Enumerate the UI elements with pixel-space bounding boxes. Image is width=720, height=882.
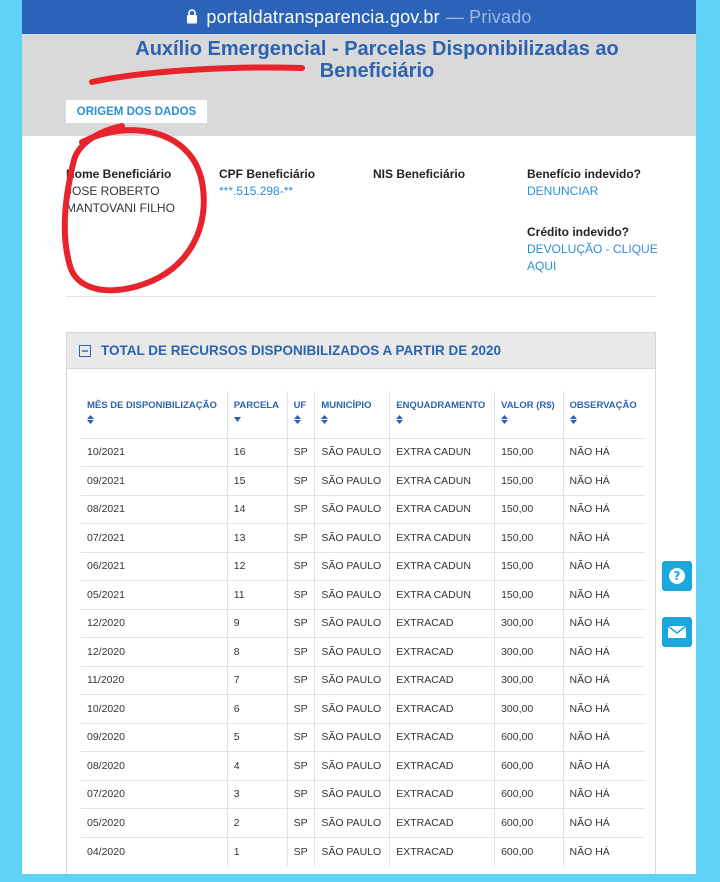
table-cell: EXTRA CADUN [390,495,495,524]
table-cell: 07/2020 [81,780,227,809]
table-cell: SÃO PAULO [315,780,390,809]
table-cell: 150,00 [495,552,563,581]
sort-desc-icon[interactable] [234,415,281,426]
table-cell: NÃO HÁ [563,695,645,724]
table-cell: NÃO HÁ [563,438,645,467]
table-cell: EXTRACAD [390,780,495,809]
table-cell: 300,00 [495,666,563,695]
installments-table [81,391,645,866]
table-cell: 8 [227,638,287,667]
contact-button[interactable] [660,614,694,650]
table-cell: EXTRA CADUN [390,581,495,610]
table-row [81,581,645,610]
report-link[interactable]: DENUNCIAR [527,184,599,198]
table-cell: NÃO HÁ [563,638,645,667]
table-cell: 150,00 [495,467,563,496]
table-cell: EXTRA CADUN [390,552,495,581]
column-header-label: MÊS DE DISPONIBILIZAÇÃO [87,400,217,411]
table-cell: SÃO PAULO [315,666,390,695]
column-header-label: UF [293,400,307,411]
column-header[interactable] [81,391,227,438]
table-header-row [81,391,645,438]
column-header[interactable] [563,391,645,438]
table-cell: 600,00 [495,752,563,781]
table-cell: EXTRACAD [390,638,495,667]
table-row [81,723,645,752]
table-cell: 2 [227,809,287,838]
refund-link[interactable] [527,241,658,275]
table-cell: SÃO PAULO [315,495,390,524]
table-cell: 10/2021 [81,438,227,467]
table-cell: SÃO PAULO [315,695,390,724]
table-cell: 300,00 [495,695,563,724]
table-cell: 600,00 [495,780,563,809]
beneficiary-cpf-value[interactable]: ***.515.298-** [219,184,294,198]
column-header-label: OBSERVAÇÃO [569,400,637,411]
table-cell: SP [287,638,315,667]
refund-link-line1: DEVOLUÇÃO - CLIQUE [527,242,658,256]
table-cell: SP [287,837,315,866]
table-cell: SÃO PAULO [315,524,390,553]
undue-credit-label: Crédito indevido? [527,225,629,239]
table-cell: EXTRACAD [390,609,495,638]
table-cell: 05/2021 [81,581,227,610]
table-row [81,837,645,866]
table-row [81,695,645,724]
table-cell: EXTRA CADUN [390,524,495,553]
sort-icon[interactable] [321,415,383,427]
url-domain: portaldatransparencia.gov.br [206,6,440,27]
table-cell: 12 [227,552,287,581]
table-cell: SP [287,467,315,496]
undue-benefit-label: Benefício indevido? [527,167,642,181]
column-header[interactable] [227,391,287,438]
table-cell: 04/2020 [81,837,227,866]
table-cell: 150,00 [495,581,563,610]
browser-url-bar[interactable] [22,0,696,34]
table-cell: 150,00 [495,438,563,467]
table-cell: SP [287,581,315,610]
table-cell: NÃO HÁ [563,495,645,524]
table-cell: SP [287,552,315,581]
lock-icon [186,9,198,24]
table-cell: SÃO PAULO [315,752,390,781]
table-cell: 300,00 [495,638,563,667]
column-header-label: PARCELA [233,400,279,411]
resources-panel [66,332,656,874]
table-cell: SÃO PAULO [315,723,390,752]
table-cell: NÃO HÁ [563,666,645,695]
svg-text:?: ? [673,569,681,583]
table-cell: EXTRACAD [390,666,495,695]
table-cell: SP [287,524,315,553]
sort-icon[interactable] [87,415,221,427]
table-cell: 15 [227,467,287,496]
table-cell: EXTRA CADUN [390,438,495,467]
table-cell: SÃO PAULO [315,467,390,496]
refund-link-line2: AQUI [527,259,557,273]
red-underline-annotation [88,64,308,88]
table-row [81,780,645,809]
table-cell: NÃO HÁ [563,780,645,809]
table-cell: SÃO PAULO [315,438,390,467]
table-cell: 14 [227,495,287,524]
mail-icon [662,617,692,647]
table-cell: 10/2020 [81,695,227,724]
table-cell: EXTRA CADUN [390,467,495,496]
sort-icon[interactable] [570,415,639,427]
column-header[interactable] [287,391,315,438]
table-cell: 12/2020 [81,638,227,667]
column-header-label: VALOR (R$) [501,400,555,411]
panel-header[interactable] [67,333,655,369]
help-button[interactable] [660,558,694,594]
beneficiary-cpf-label: CPF Beneficiário [219,167,316,181]
table-cell: SP [287,809,315,838]
column-header-label: ENQUADRAMENTO [396,400,486,411]
table-row [81,752,645,781]
table-cell: EXTRACAD [390,809,495,838]
table-cell: EXTRACAD [390,837,495,866]
table-cell: EXTRACAD [390,752,495,781]
beneficiary-nis-block [373,166,465,183]
table-row [81,438,645,467]
table-row [81,552,645,581]
table-cell: 12/2020 [81,609,227,638]
table-cell: 600,00 [495,723,563,752]
screenshot-frame [22,0,696,874]
table-cell: 5 [227,723,287,752]
table-cell: SP [287,723,315,752]
table-cell: 9 [227,609,287,638]
table-row [81,495,645,524]
table-cell: SÃO PAULO [315,638,390,667]
table-cell: NÃO HÁ [563,837,645,866]
sort-icon[interactable] [294,415,309,427]
table-cell: SP [287,780,315,809]
table-cell: 4 [227,752,287,781]
beneficiary-name-label: Nome Beneficiário [66,167,172,181]
table-cell: 150,00 [495,524,563,553]
sort-icon[interactable] [501,415,556,427]
column-header[interactable] [315,391,390,438]
table-cell: SP [287,609,315,638]
table-cell: NÃO HÁ [563,723,645,752]
section-divider [66,296,656,297]
column-header-label: MUNICÍPIO [321,400,372,411]
table-cell: SP [287,438,315,467]
table-cell: NÃO HÁ [563,552,645,581]
table-cell: 09/2021 [81,467,227,496]
table-cell: NÃO HÁ [563,609,645,638]
private-mode-label: — Privado [445,6,532,27]
sort-icon[interactable] [396,415,488,427]
beneficiary-nis-label: NIS Beneficiário [373,167,466,181]
table-cell: 3 [227,780,287,809]
table-cell: SÃO PAULO [315,581,390,610]
table-cell: 11/2020 [81,666,227,695]
table-cell: SÃO PAULO [315,609,390,638]
table-cell: 08/2021 [81,495,227,524]
page-title-line1: Auxílio Emergencial - Parcelas Disponibilizadas ao [135,38,619,60]
table-cell: 600,00 [495,837,563,866]
table-cell: EXTRACAD [390,723,495,752]
table-cell: SÃO PAULO [315,552,390,581]
table-cell: 08/2020 [81,752,227,781]
table-cell: SP [287,666,315,695]
table-cell: 6 [227,695,287,724]
table-cell: 300,00 [495,609,563,638]
table-cell: NÃO HÁ [563,467,645,496]
table-cell: NÃO HÁ [563,809,645,838]
table-cell: EXTRACAD [390,695,495,724]
table-cell: SP [287,752,315,781]
table-cell: SÃO PAULO [315,837,390,866]
table-cell: 06/2021 [81,552,227,581]
table-cell: 07/2021 [81,524,227,553]
origin-data-button[interactable]: ORIGEM DOS DADOS [66,100,207,123]
table-cell: 7 [227,666,287,695]
table-row [81,666,645,695]
table-cell: SP [287,495,315,524]
table-cell: SP [287,695,315,724]
beneficiary-name-line2: MANTOVANI FILHO [66,201,175,215]
red-circle-annotation [42,120,212,302]
table-cell: 1 [227,837,287,866]
beneficiary-cpf-block [219,166,315,200]
table-cell: 11 [227,581,287,610]
table-cell: 09/2020 [81,723,227,752]
undue-credit-block [527,224,658,275]
table-row [81,809,645,838]
table-cell: 13 [227,524,287,553]
table-cell: 600,00 [495,809,563,838]
table-row [81,467,645,496]
beneficiary-name-line1: JOSE ROBERTO [66,184,160,198]
collapse-icon[interactable] [79,345,91,357]
table-cell: NÃO HÁ [563,581,645,610]
table-row [81,638,645,667]
table-cell: 150,00 [495,495,563,524]
table-cell: 16 [227,438,287,467]
undue-benefit-block [527,166,641,200]
panel-title: TOTAL DE RECURSOS DISPONIBILIZADOS A PARTIR DE 2020 [101,343,502,358]
column-header[interactable] [495,391,563,438]
table-cell: NÃO HÁ [563,524,645,553]
table-cell: SÃO PAULO [315,809,390,838]
table-cell: 05/2020 [81,809,227,838]
table-cell: NÃO HÁ [563,752,645,781]
question-icon [662,561,692,591]
page-title-line2: Beneficiário [319,60,435,82]
table-body [81,438,645,866]
table-row [81,609,645,638]
column-header[interactable] [390,391,495,438]
table-row [81,524,645,553]
